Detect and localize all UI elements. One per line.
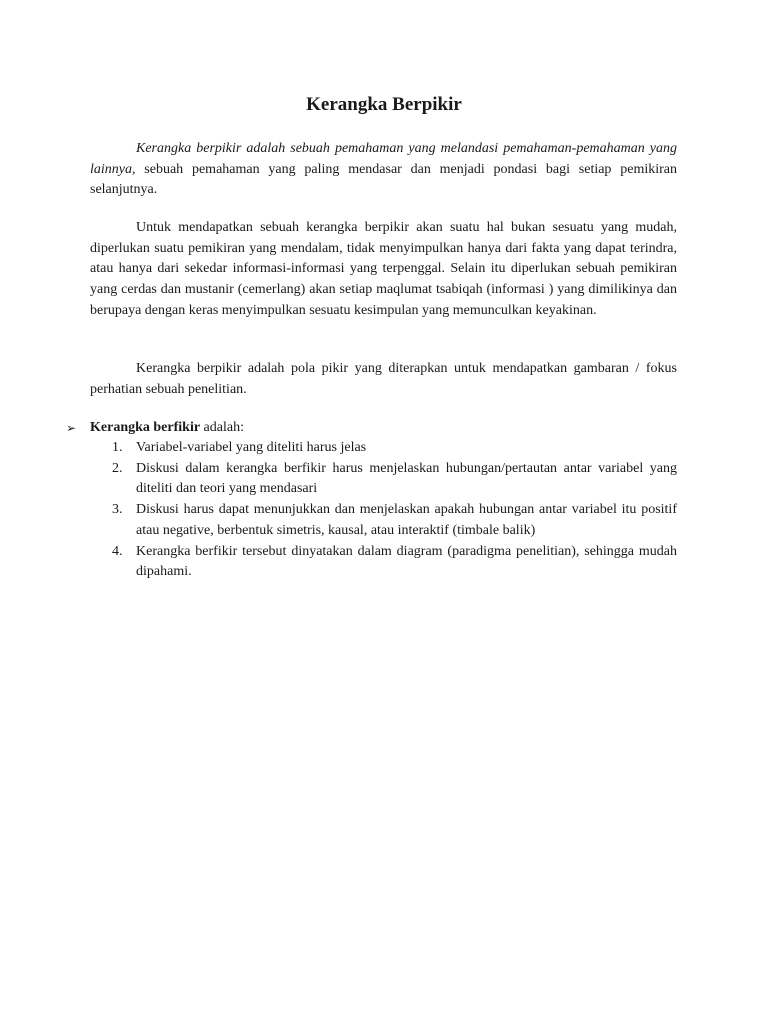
list-item [90, 542, 677, 583]
list-item [90, 500, 677, 541]
numbered-list [90, 438, 677, 583]
bullet-heading-text [90, 418, 244, 439]
list-item-text: Kerangka berfikir tersebut dinyatakan dalam diagram (paradigma penelitian), sehingga mudah dipahami. [136, 543, 677, 580]
paragraph-obtaining-framework: Untuk mendapatkan sebuah kerangka berpikir akan suatu hal bukan sesuatu yang mudah, diperlukan suatu pemikiran yang mendalam, tidak menyimpulkan hanya dari fakta yang dapat terindra, atau hanya dari sekedar informasi-informasi yang terpenggal. Selain itu diperlukan sebuah pemikiran yang cerdas dan mustanir (cemerlang) akan setiap maqlumat tsabiqah (informasi ) yang dimilikinya dan berupaya dengan keras menyimpulkan sesuatu kesimpulan yang memunculkan keyakinan. [90, 220, 677, 318]
list-item-text: Variabel-variabel yang diteliti harus jelas [136, 440, 367, 455]
list-item-number: 3. [112, 502, 123, 518]
list-item-text: Diskusi dalam kerangka berfikir harus menjelaskan hubungan/pertautan antar variabel yang diteliti dan teori yang mendasari [136, 460, 677, 497]
list-item [90, 438, 677, 459]
list-item-number: 2. [112, 460, 123, 476]
document-title: Kerangka Berpikir [306, 94, 462, 115]
bullet-heading-bold: Kerangka berfikir [90, 420, 201, 435]
list-item-text: Diskusi harus dapat menunjukkan dan menjelaskan apakah hubungan antar variabel itu positif atau negative, berbentuk simetris, kausal, atau interaktif (timbale balik) [136, 502, 677, 538]
paragraph-definition-rest: sebuah pemahaman yang paling mendasar dan menjadi pondasi bagi setiap pemikiran selanjutnya. [90, 161, 677, 198]
paragraph-definition [90, 139, 677, 201]
list-item-number: 4. [112, 543, 123, 559]
paragraph-definition-italic: Kerangka berpikir adalah sebuah pemahaman yang melandasi pemahaman-pemahaman yang lainnya, [90, 141, 677, 177]
paragraph-thinking-pattern: Kerangka berpikir adalah pola pikir yang diterapkan untuk mendapatkan gambaran / fokus perhatian sebuah penelitian. [90, 361, 677, 397]
arrow-bullet-icon: ➢ [66, 421, 77, 435]
bullet-heading-rest: adalah: [200, 420, 244, 435]
list-item-number: 1. [112, 440, 123, 455]
list-item [90, 459, 677, 500]
